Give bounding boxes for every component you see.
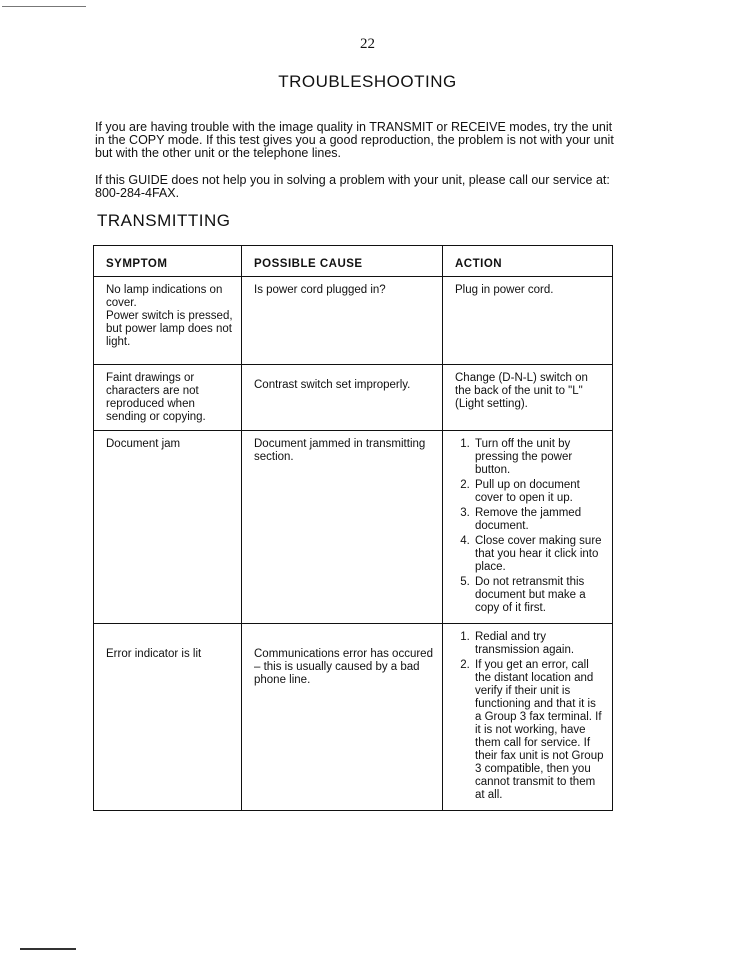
action-step: 2. Pull up on document cover to open it up. <box>473 479 604 505</box>
symptom-cell <box>94 277 242 365</box>
cause-cell: Communications error has occured – this is usually caused by a bad phone line. <box>242 624 443 811</box>
action-steps <box>455 631 604 802</box>
table-row <box>94 277 613 365</box>
section-title: TRANSMITTING <box>97 211 231 230</box>
page-number: 22 <box>360 36 375 52</box>
scan-artifact-bottom <box>20 948 76 950</box>
header-cause: POSSIBLE CAUSE <box>242 246 443 277</box>
symptom-text: No lamp indications on cover. <box>106 284 223 309</box>
action-step: 2. If you get an error, call the distant location and verify if their unit is functioning and that it is a Group 3 fax terminal. If it is not working, have them call for service. If their fax unit is not Group 3 compatible, then you cannot transmit to them at all. <box>473 659 604 802</box>
action-step: 4. Close cover making sure that you hear it click into place. <box>473 535 604 574</box>
action-step: 1. Turn off the unit by pressing the power button. <box>473 438 604 477</box>
action-cell <box>443 624 613 811</box>
action-cell: Change (D-N-L) switch on the back of the unit to "L" (Light setting). <box>443 365 613 431</box>
symptom-cell <box>94 431 242 624</box>
table-row <box>94 365 613 431</box>
action-step: 3. Remove the jammed document. <box>473 507 604 533</box>
troubleshooting-table <box>93 245 613 811</box>
intro-paragraph-1: If you are having trouble with the image quality in TRANSMIT or RECEIVE modes, try the unit in the COPY mode. If this test gives you a good reproduction, the problem is not with your unit but with the other unit or the telephone lines. <box>95 120 614 160</box>
table-header-row <box>94 246 613 277</box>
action-cell <box>443 431 613 624</box>
action-cell: Plug in power cord. <box>443 277 613 365</box>
symptom-cell <box>94 365 242 431</box>
symptom-text: Document jam <box>106 438 181 450</box>
action-step: 1. Redial and try transmission again. <box>473 631 604 657</box>
symptom-cell <box>94 624 242 811</box>
action-step: 5. Do not retransmit this document but make a copy of it first. <box>473 576 604 615</box>
action-steps <box>455 438 604 615</box>
scan-artifact-top <box>2 6 86 7</box>
cause-cell: Is power cord plugged in? <box>242 277 443 365</box>
cause-cell: Contrast switch set improperly. <box>242 365 443 431</box>
header-symptom: SYMPTOM <box>94 246 242 277</box>
intro-paragraph-2: If this GUIDE does not help you in solving a problem with your unit, please call our service at: 800-284-4FAX. <box>95 173 610 200</box>
cause-cell: Document jammed in transmitting section. <box>242 431 443 624</box>
symptom-text: Error indicator is lit <box>106 648 202 660</box>
header-action: ACTION <box>443 246 613 277</box>
symptom-text: Faint drawings or characters are not reproduced when sending or copying. <box>106 372 206 423</box>
table-row <box>94 624 613 811</box>
page-title: TROUBLESHOOTING <box>278 72 457 91</box>
table-row <box>94 431 613 624</box>
symptom-text: Power switch is pressed, but power lamp does not light. <box>106 310 233 348</box>
